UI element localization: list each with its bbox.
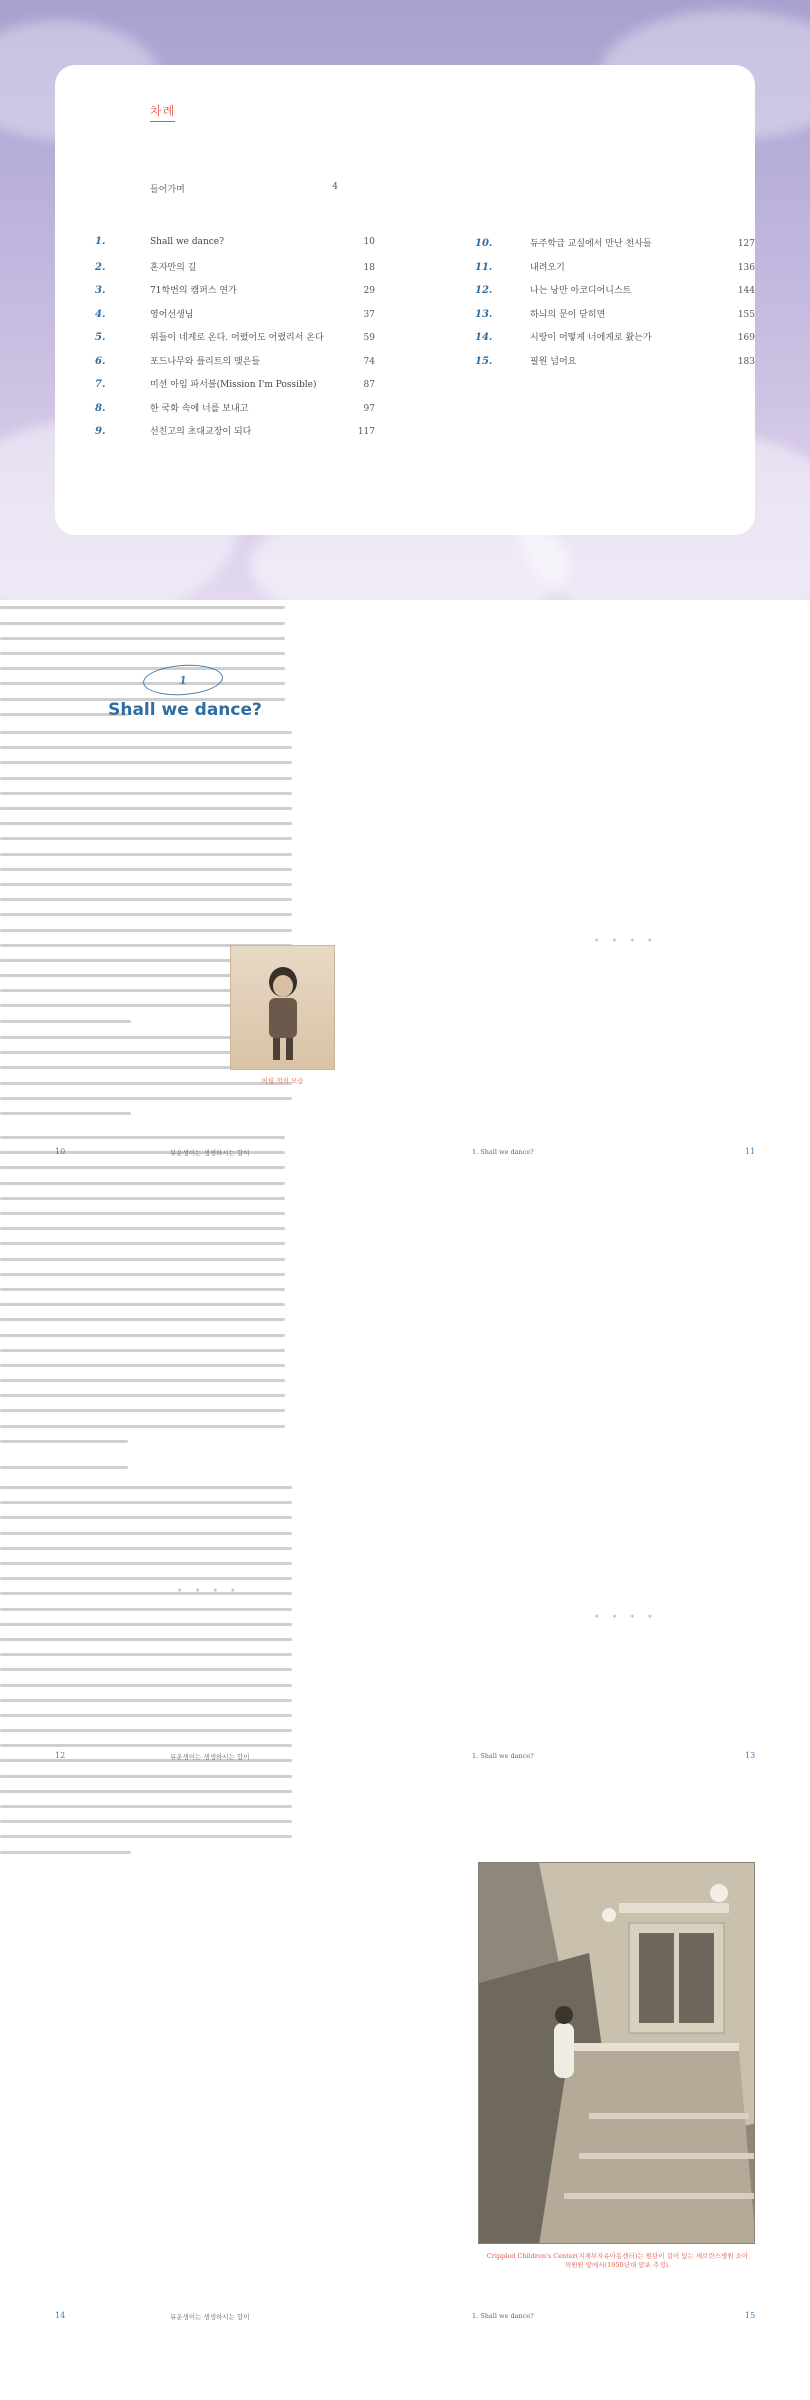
toc-label: Shall we dance? <box>150 237 224 247</box>
toc-page: 37 <box>363 309 375 320</box>
toc-page: 127 <box>737 239 755 249</box>
toc-num: 14. <box>475 332 493 343</box>
toc-num: 6. <box>95 355 106 367</box>
text-line <box>0 1662 292 1677</box>
text-line <box>0 1267 285 1282</box>
historic-photo-caption: Crippled Children's Center(지체부자유아동센터)는 원탄이 걸어 있는 세브란스병원 소아의원원 앞에서(1950년대 앞포 추정). <box>486 2252 749 2269</box>
text-line <box>0 755 292 770</box>
toc-label: 포드나무와 플리트의 맺은들 <box>150 356 261 367</box>
page-13-text-2 <box>0 1460 285 1480</box>
toc-num: 13. <box>475 308 493 320</box>
running-title: 1. Shall we dance? <box>472 2312 534 2320</box>
text-line <box>0 1510 292 1525</box>
page-number: 14 <box>55 2311 66 2320</box>
toc-num: 15. <box>475 355 493 367</box>
text-line <box>0 1236 285 1251</box>
toc-intro-label: 들어가며 <box>150 185 185 195</box>
toc-item[interactable] <box>95 401 375 425</box>
text-line <box>0 1312 285 1327</box>
toc-label: 하늬의 문이 닫히면 <box>530 309 606 320</box>
toc-num: 2. <box>95 261 106 273</box>
toc-num: 5. <box>95 332 106 343</box>
text-line <box>0 646 285 661</box>
text-line <box>0 1602 292 1617</box>
toc-right-column <box>475 236 755 377</box>
text-line <box>0 1632 292 1647</box>
text-line <box>0 1769 292 1784</box>
text-line <box>0 1343 285 1358</box>
toc-item[interactable] <box>475 330 755 354</box>
text-line <box>0 1647 292 1662</box>
toc-num: 1. <box>95 236 106 247</box>
text-line <box>0 907 292 922</box>
toc-num: 11. <box>475 261 493 273</box>
toc-item[interactable] <box>475 236 755 260</box>
toc-page: 136 <box>737 262 755 273</box>
text-line <box>0 1693 292 1708</box>
text-line <box>0 892 292 907</box>
text-line <box>0 801 292 816</box>
child-figure-icon <box>259 964 307 1064</box>
text-line <box>0 1495 292 1510</box>
chapter-title: Shall we dance? <box>108 700 262 720</box>
text-line <box>0 1419 285 1434</box>
page-14-text <box>0 1480 292 1870</box>
toc-hero <box>0 0 810 600</box>
page-number: 15 <box>745 2311 756 2320</box>
text-line <box>0 740 292 755</box>
toc-label: 혼자만의 길 <box>150 262 197 273</box>
text-line <box>0 1586 292 1601</box>
toc-label: 미션 아임 파서블(Mission I'm Possible) <box>150 380 317 390</box>
toc-heading: 차례 <box>150 104 176 118</box>
toc-page: 74 <box>363 356 375 367</box>
text-line <box>0 1526 292 1541</box>
text-line <box>0 1434 285 1449</box>
toc-page: 97 <box>363 403 375 414</box>
text-line <box>0 1252 285 1267</box>
toc-page: 10 <box>363 237 375 247</box>
toc-item[interactable] <box>95 377 375 401</box>
toc-page: 169 <box>737 333 755 343</box>
running-title: 뮤운생이는 생생하시는 합이 <box>170 1149 250 1157</box>
running-title: 1. Shall we dance? <box>472 1752 534 1760</box>
chapter-number-badge: 1 <box>142 662 224 698</box>
text-line <box>0 771 292 786</box>
text-line <box>0 1799 292 1814</box>
text-line <box>0 862 292 877</box>
text-line <box>0 661 285 676</box>
toc-item[interactable] <box>95 260 375 284</box>
text-line <box>0 816 292 831</box>
toc-left-column <box>95 236 375 448</box>
running-title: 뮤운생이는 생생하시는 합이 <box>170 1753 250 1761</box>
text-line <box>0 631 285 646</box>
toc-label: 시랑이 어떻게 너에게로 왔는가 <box>530 333 652 343</box>
toc-intro[interactable] <box>150 182 338 195</box>
text-line <box>0 831 292 846</box>
text-line <box>0 1176 285 1191</box>
toc-item[interactable] <box>95 354 375 378</box>
toc-label: 한 국화 속에 너를 보내고 <box>150 403 249 414</box>
text-line <box>0 1723 292 1738</box>
toc-page: 144 <box>737 286 755 296</box>
toc-num: 3. <box>95 285 106 296</box>
toc-num: 8. <box>95 402 106 414</box>
toc-label: 나는 낭만 아코디어니스트 <box>530 286 632 296</box>
toc-item[interactable] <box>475 260 755 284</box>
toc-page: 29 <box>363 286 375 296</box>
page-number: 11 <box>745 1147 756 1156</box>
text-line <box>0 616 285 631</box>
toc-label: 71학번의 캠퍼스 연가 <box>150 286 237 296</box>
toc-label: 필원 넘어요 <box>530 356 577 367</box>
toc-item[interactable] <box>95 283 375 307</box>
toc-label: 영어선생님 <box>150 309 194 320</box>
toc-label: 선친고의 초대교장이 되다 <box>150 427 252 437</box>
text-line <box>0 1160 285 1175</box>
toc-item[interactable] <box>475 354 755 378</box>
text-line <box>0 1829 292 1844</box>
text-line <box>0 1541 292 1556</box>
text-line <box>0 1282 285 1297</box>
text-line <box>0 877 292 892</box>
text-line <box>0 1130 285 1145</box>
toc-num: 9. <box>95 426 106 437</box>
toc-page: 87 <box>363 380 375 390</box>
text-line <box>0 600 285 615</box>
running-title: 뮤운생이는 생생하시는 합이 <box>170 2313 250 2321</box>
text-line <box>0 1191 285 1206</box>
section-divider: * * * * <box>595 1614 658 1622</box>
text-line <box>0 1845 292 1860</box>
text-line <box>0 1206 285 1221</box>
building-entrance-icon <box>479 1863 755 2244</box>
text-line <box>0 1677 292 1692</box>
childhood-photo-caption: 어릴 적의 모습 <box>261 1077 304 1085</box>
text-line <box>0 1327 285 1342</box>
toc-num: 7. <box>95 379 106 390</box>
toc-item[interactable] <box>95 424 375 448</box>
section-divider: * * * * <box>178 1588 241 1596</box>
toc-intro-page: 4 <box>332 182 338 192</box>
section-divider: * * * * <box>595 938 658 946</box>
text-line <box>0 1556 292 1571</box>
running-title: 1. Shall we dance? <box>472 1148 534 1156</box>
text-line <box>0 1571 292 1586</box>
text-line <box>0 1106 292 1121</box>
toc-page: 59 <box>363 333 375 343</box>
text-line <box>0 1460 285 1475</box>
text-line <box>0 847 292 862</box>
text-line <box>0 1480 292 1495</box>
toc-page: 183 <box>737 356 755 367</box>
toc-item[interactable] <box>95 236 375 260</box>
childhood-photo <box>230 945 335 1070</box>
historic-center-photo <box>478 1862 755 2244</box>
toc-page: 155 <box>737 309 755 320</box>
text-line <box>0 1297 285 1312</box>
text-line <box>0 725 292 740</box>
page-13-text <box>0 1130 285 1460</box>
text-line <box>0 1388 285 1403</box>
toc-page: 18 <box>363 262 375 273</box>
page-number: 13 <box>745 1751 756 1760</box>
toc-item[interactable] <box>475 307 755 331</box>
toc-item[interactable] <box>475 283 755 307</box>
page-number: 12 <box>55 1751 66 1760</box>
text-line <box>0 1403 285 1418</box>
text-line <box>0 1358 285 1373</box>
toc-item[interactable] <box>95 307 375 331</box>
text-line <box>0 1617 292 1632</box>
toc-num: 12. <box>475 285 493 296</box>
toc-item[interactable] <box>95 330 375 354</box>
text-line <box>0 1784 292 1799</box>
text-line <box>0 1091 292 1106</box>
toc-num: 10. <box>475 238 493 249</box>
text-line <box>0 1221 285 1236</box>
text-line <box>0 786 292 801</box>
text-line <box>0 1814 292 1829</box>
toc-label: 듀주학급 교실에서 만난 천사들 <box>530 239 652 249</box>
text-line <box>0 1708 292 1723</box>
toc-page: 117 <box>357 427 375 437</box>
page-number: 10 <box>55 1147 66 1156</box>
text-line <box>0 922 292 937</box>
toc-num: 4. <box>95 308 106 320</box>
toc-label: 내려오기 <box>530 262 565 273</box>
text-line <box>0 1373 285 1388</box>
toc-label: 위들이 네게로 온다. 어렸어도 어렸리서 온다 <box>150 333 324 343</box>
